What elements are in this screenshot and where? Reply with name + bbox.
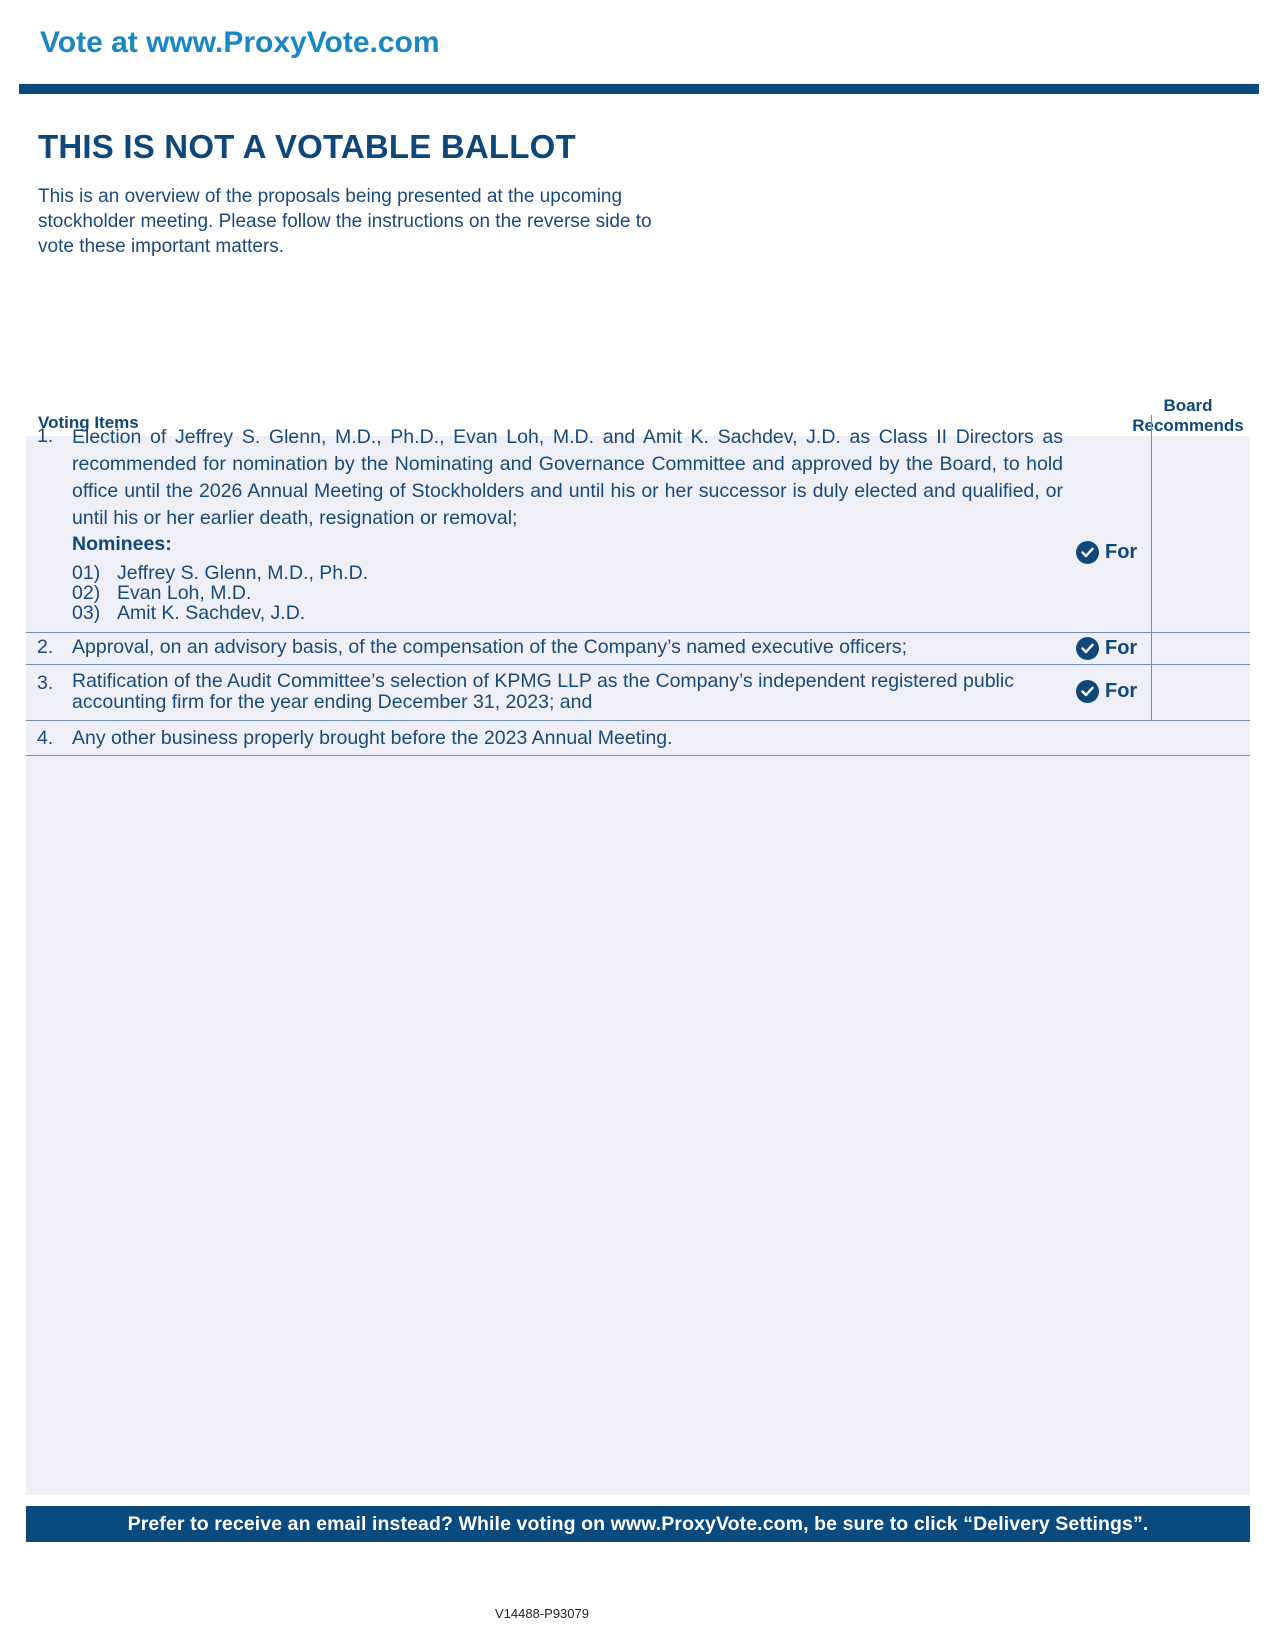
email-delivery-text: Prefer to receive an email instead? While voting on www.ProxyVote.com, be sure to click “Delivery Settings”. [127, 1512, 1149, 1535]
checkmark-circle-icon [1076, 680, 1099, 703]
item-number: 4. [37, 727, 54, 749]
nominee-number: 03) [72, 602, 101, 624]
item-text: Any other business properly brought before the 2023 Annual Meeting. [72, 727, 673, 749]
document-code: V14488-P93079 [495, 1606, 589, 1621]
board-header-line1: Board [1163, 396, 1213, 415]
email-delivery-banner [26, 1506, 1250, 1542]
page-title: THIS IS NOT A VOTABLE BALLOT [38, 128, 576, 165]
nominee-item [72, 563, 368, 584]
nominee-item [72, 603, 305, 624]
recommendation-cell [1151, 665, 1152, 720]
recommendation-for [1076, 680, 1137, 703]
recommendation-for [1076, 637, 1137, 660]
recommendation-label: For [1105, 637, 1138, 659]
checkmark-circle-icon [1076, 541, 1099, 564]
checkmark-circle-icon [1076, 637, 1099, 660]
board-header-line2: Recommends [1132, 416, 1244, 435]
nominee-name: Jeffrey S. Glenn, M.D., Ph.D. [117, 562, 369, 584]
header-divider [19, 84, 1259, 94]
recommendation-label: For [1105, 680, 1138, 702]
nominee-name: Evan Loh, M.D. [117, 582, 252, 604]
proxyvote-link[interactable]: Vote at www.ProxyVote.com [40, 26, 440, 59]
nominee-item [72, 583, 251, 604]
nominees-heading: Nominees: [72, 533, 172, 555]
item-number: 2. [37, 636, 54, 658]
item-number: 1. [37, 425, 54, 447]
item-number: 3. [37, 672, 54, 694]
recommendation-label: For [1105, 541, 1138, 563]
item-text: Election of Jeffrey S. Glenn, M.D., Ph.D., Evan Loh, M.D. and Amit K. Sachdev, J.D. as Class II Directors as recommended for nomination by the Nominating and Governance Committee and approved by the Board, to hold office until the 2026 Annual Meeting of Stockholders and until his or her successor is duly elected and qualified, or until his or her earlier death, resignation or removal; [72, 426, 1063, 529]
voting-items-header: Voting Items [38, 413, 139, 432]
item-text: Ratification of the Audit Committee’s selection of KPMG LLP as the Company’s independent registered public accounting firm for the year ending December 31, 2023; and [72, 670, 1014, 713]
nominee-name: Amit K. Sachdev, J.D. [117, 602, 306, 624]
recommendation-for [1076, 541, 1137, 564]
nominee-number: 02) [72, 582, 101, 604]
intro-text: This is an overview of the proposals being presented at the upcoming stockholder meeting. Please follow the instructions on the reverse side to vote these important matters. [38, 186, 652, 257]
recommendation-cell [1151, 415, 1152, 632]
recommendation-cell [1151, 633, 1152, 664]
item-text: Approval, on an advisory basis, of the compensation of the Company’s named executive officers; [72, 636, 907, 658]
nominee-number: 01) [72, 562, 101, 584]
